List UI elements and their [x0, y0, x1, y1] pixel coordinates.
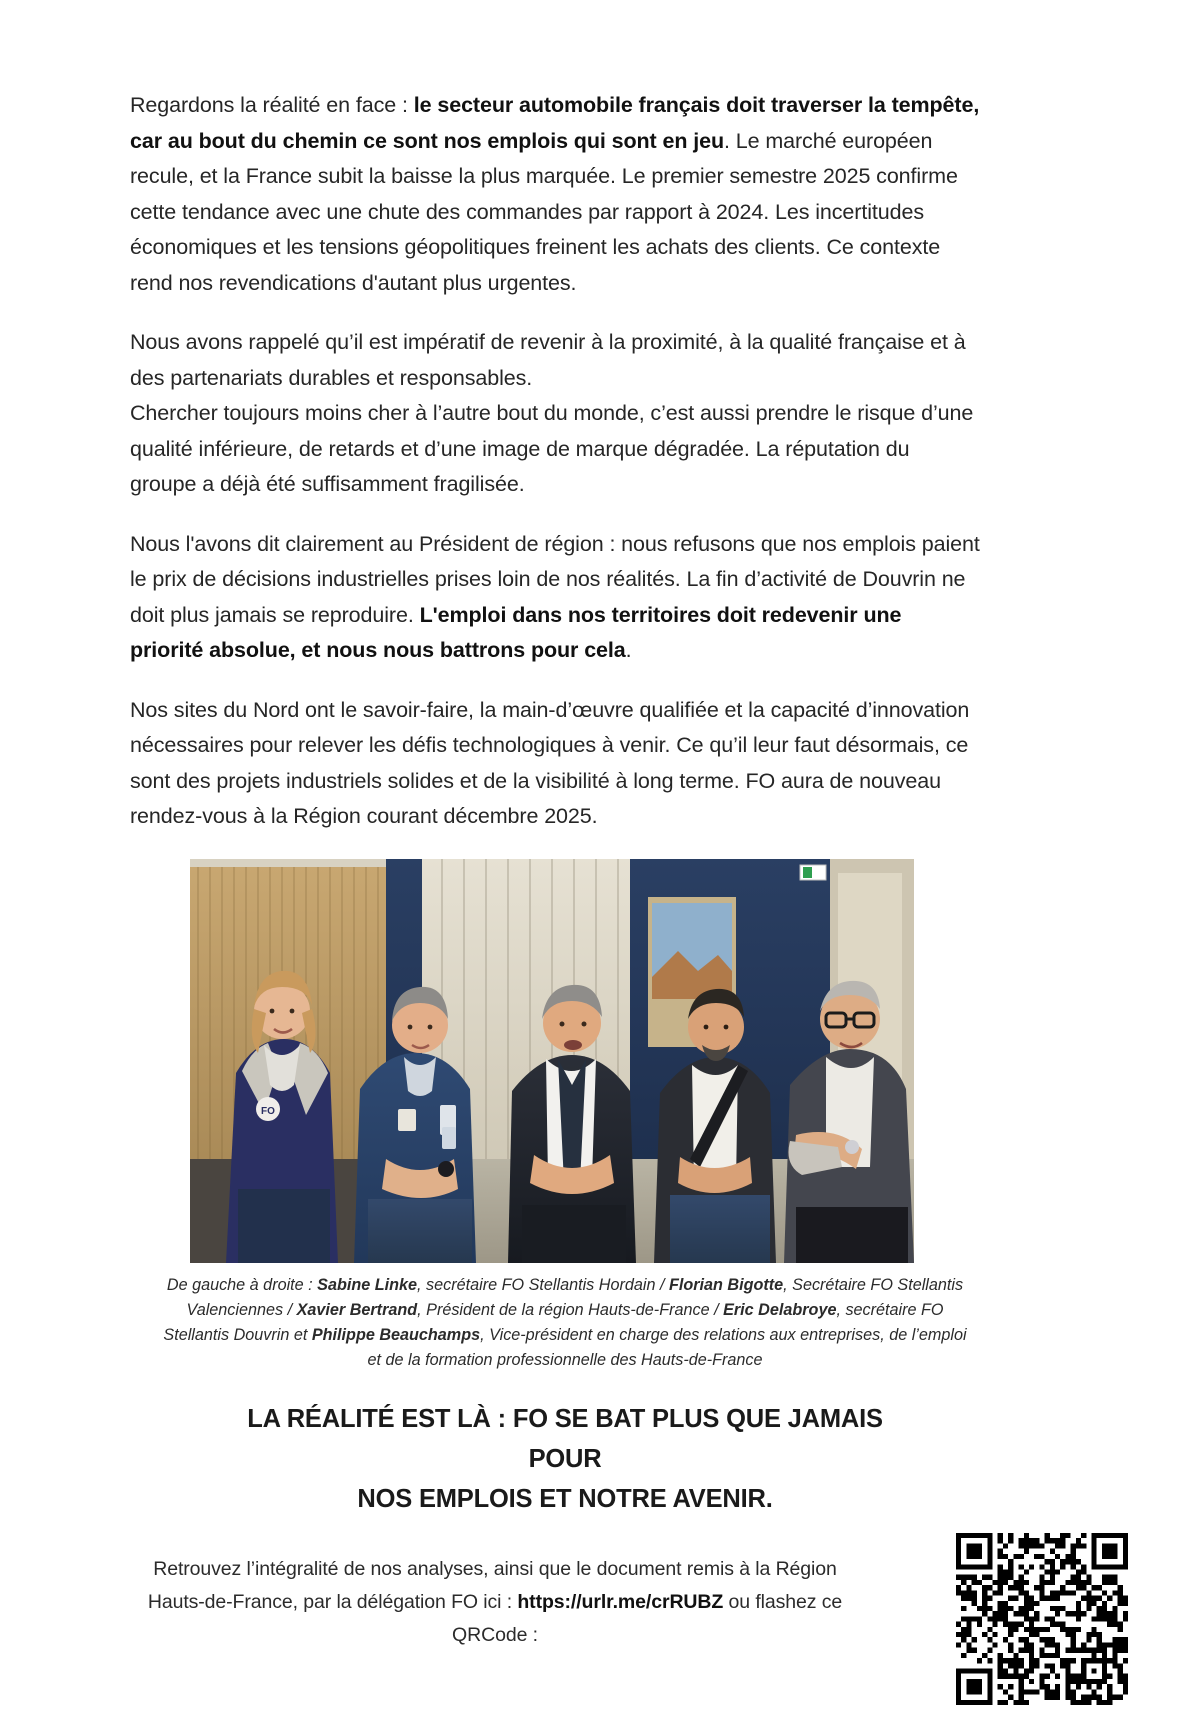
svg-text:FO: FO: [261, 1105, 275, 1117]
delegation-photo: [190, 859, 914, 1263]
headline-line-1: LA RÉALITÉ EST LÀ : FO SE BAT PLUS QUE JAMAIS POUR: [247, 1404, 883, 1473]
headline-slogan: [215, 1399, 915, 1519]
paragraph-1: Regardons la réalité en face : le secteur automobile français doit traverser la tempête, car au bout du chemin ce sont nos emplois qui sont en jeu. Le marché européen recule, et la France subit la baisse la plus marquée. Le premier semestre 2025 confirme cette tendance avec une chute des commandes par rapport à 2024. Les incertitudes économiques et les tensions géopolitiques freinent les achats des clients. Ce contexte rend nos revendications d'autant plus urgentes.: [130, 93, 980, 295]
footer-block: [130, 1553, 1000, 1733]
qr-code[interactable]: [956, 1533, 1128, 1705]
paragraph-3: Chercher toujours moins cher à l’autre bout du monde, c’est aussi prendre le risque d’une qualité inférieure, de retards et d’une image de marque dégradée. La réputation du groupe a déjà été suffisamment fragilisée.: [130, 401, 974, 496]
footer-link-text[interactable]: Retrouvez l’intégralité de nos analyses, ainsi que le document remis à la Région Hauts-de-France, par la délégation FO ici : https://urlr.me/crRUBZ ou flashez ce QRCode :: [147, 1557, 843, 1646]
photo-canvas: [190, 859, 914, 1263]
photo-caption: De gauche à droite : Sabine Linke, secrétaire FO Stellantis Hordain / Florian Bigotte, Secrétaire FO Stellantis Valenciennes / Xavier Bertrand, Président de la région Hauts-de-France / Eric Delabroye, secrétaire FO Stellantis Douvrin et Philippe Beauchamps, Vice-président en charge des relations aux entreprises, de l’emploi et de la formation professionnelle des Hauts-de-France: [163, 1275, 967, 1369]
paragraph-4: Nous l'avons dit clairement au Président de région : nous refusons que nos emplois paient le prix de décisions industrielles prises loin de nos réalités. La fin d’activité de Douvrin ne doit plus jamais se reproduire. L'emploi dans nos territoires doit redevenir une priorité absolue, et nous nous battrons pour cela.: [130, 531, 980, 662]
headline-line-2: NOS EMPLOIS ET NOTRE AVENIR.: [357, 1484, 773, 1513]
paragraph-5: Nos sites du Nord ont le savoir-faire, la main-d’œuvre qualifiée et la capacité d’innovation nécessaires pour relever les défis technologiques à venir. Ce qu’il leur faut désormais, ce sont des projets industriels solides et de la visibilité à long terme. FO aura de nouveau rendez-vous à la Région courant décembre 2025.: [130, 697, 970, 828]
paragraph-2: Nous avons rappelé qu’il est impératif de revenir à la proximité, à la qualité française et à des partenariats durables et responsables.: [130, 330, 966, 390]
